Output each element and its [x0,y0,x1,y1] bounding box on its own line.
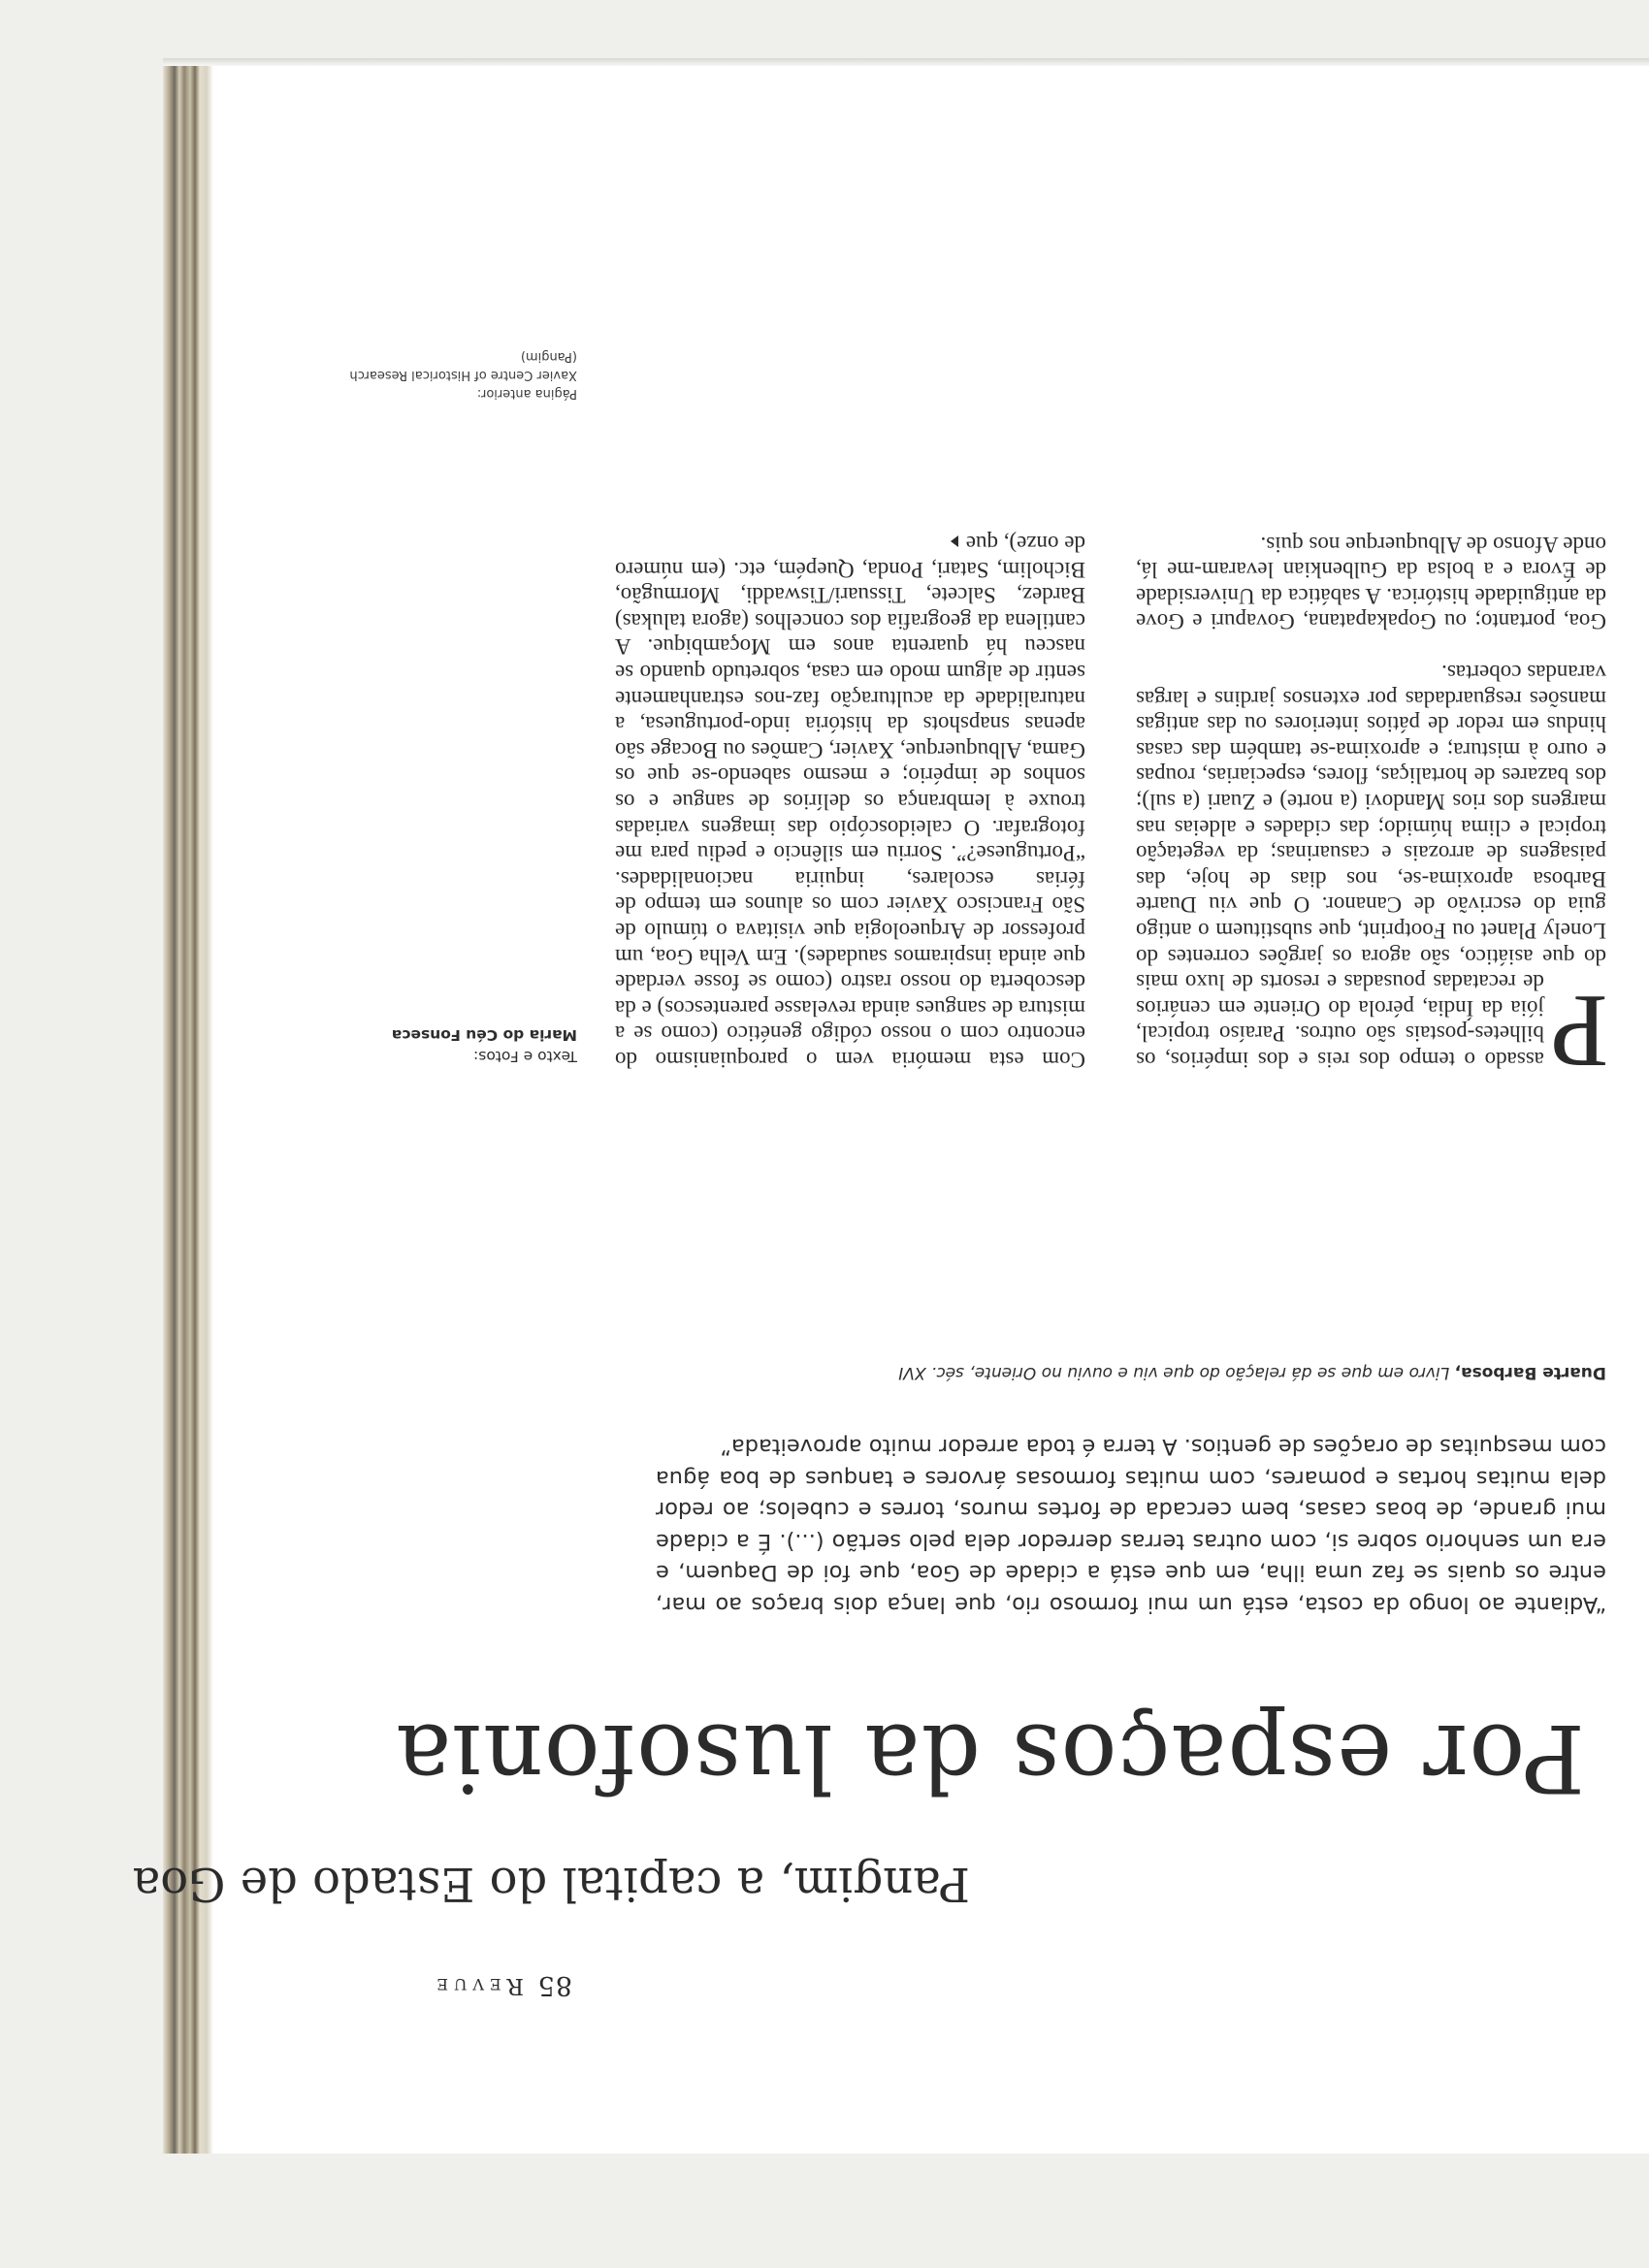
article-credits [247,1024,577,1067]
paragraph: Goa, portanto; ou Gopakapatana, Govapuri e Gove da antiguidade histórica. A sabática da Universidade de Évora e a bolsa da Gulbenkian levaram-me lá, onde Afonso de Albuquerque nos quis. [1136,532,1606,634]
body-column-2 [615,531,1085,1072]
drop-cap: P [1549,973,1608,1088]
epigraph-citation [656,1363,1606,1382]
magazine-page [132,66,1649,2154]
citation-author: Duarte Barbosa, [1454,1363,1606,1382]
paragraph [615,531,1085,1072]
epigraph-quote: “Adiante ao longo da costa, está um mui formoso rio, que lança dois braços ao mar, entre os quais se faz uma ilha, em que está a cidade de Goa, que foi de Daquem, e era um senhorio sobre si, com outras terras derredor dela pelo sertão (...). É a cidade mui grande, de boas casas, bem cercada de fortes muros, torres e cubelos; ao redor dela muitas hortas e pomares, com muitas formosas árvores e tanques de boa água com mesquitas de orações de gentios. A terra é toda arredor muito aproveitada” [656,1434,1606,1617]
journal-name: Revue [431,1973,524,1998]
caption-line: (Pangim) [520,349,577,364]
body-column-1 [1136,531,1608,1088]
paragraph [1136,660,1608,1088]
article-subtitle: Pangim, a capital do Estado de Goa [132,1857,970,1911]
credits-name: Maria do Céu Fonseca [391,1026,577,1044]
caption-line: Página anterior: [476,386,577,401]
book-spine [163,66,213,2154]
caption-line: Xavier Centre of Historical Research [349,368,577,382]
article-title: Por espaços da lusofonia [395,1703,1585,1812]
page-number: 85 [536,1970,572,2000]
running-header [213,1961,1649,2000]
credits-label: Texto e Fotos: [473,1048,577,1065]
paragraph-text: assado o tempo dos reis e dos impérios, os bilhetes-postais são outros. Paraíso tropical, jóia da Índia, pérola do Oriente em cenários de recatadas pousadas e resorts de luxo mais do que asiático, são agora os jargões correntes do Lonely Planet ou Footprint, que substituem o antigo guia do escrivão de Cananor. O que viu Duarte Barbosa aproxima-se, nos dias de hoje, das paisagens de arrozais e casuarinas; da vegetação tropical e clima húmido; das cidades e aldeias nas margens dos rios Mandovi (a norte) e Zuari (a sul); dos bazares de hortaliças, flores, especiarias, roupas e ouro à mistura; e aproxima-se também das casas hindus em redor de pátios interiores ou das antigas mansões resguardadas por extensos jardins e largas varandas cobertas. [1136,661,1606,1072]
photo-caption [247,347,577,403]
citation-work: Livro em que se dá relação do que viu e ouviu no Oriente, séc. XVI [898,1363,1450,1382]
paragraph-text: Com esta memória vem o paroquianismo do encontro com o nosso código genético (como se a mistura de sangues ainda revelasse parentescos) e da descoberta do nosso rastro (como se fosse verdade que ainda inspiramos saudades). Em Velha Goa, um professor de Arqueologia que visitava o túmulo de São Francisco Xavier com os alunos em tempo de férias escolares, inquiria nacionalidades. “Portuguese?”. Sorriu em silêncio e pediu para me fotografar. O caleidoscópio das imagens variadas trouxe à lembrança os delírios de sangue e os sonhos de império; e mesmo sabendo-se que os Gama, Albuquerque, Xavier, Camões ou Bocage são apenas snapshots da história indo-portuguesa, a naturalidade da aculturação faz-nos estranhamente sentir de algum modo em casa, sobretudo quando se nasceu há quarenta anos em Moçambique. A cantilena da geografia dos concelhos (agora talukas) Bardez, Salcete, Tissuari/Tiswaddi, Mormugão, Bicholim, Satari, Ponda, Quepém, etc. (em número de onze), que [615,532,1085,1072]
page-content-rotated [132,66,1649,2154]
continue-arrow-icon [951,535,958,547]
